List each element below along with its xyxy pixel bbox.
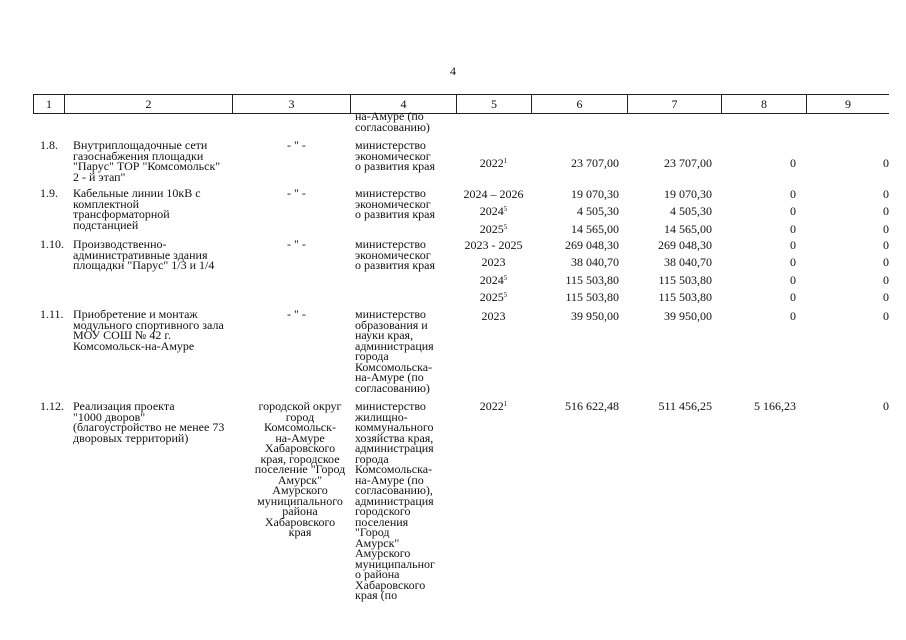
year [456,240,531,251]
value-col6: 38 040,70 [571,255,619,270]
year-value: 2023 [481,309,506,323]
row-number: 1.12. [40,399,64,413]
value-col9: 0 [883,255,889,270]
value-col6: 19 070,30 [571,187,619,201]
value-col7: 23 707,00 [664,156,712,170]
value-col6: 39 950,00 [571,309,619,323]
value-col7: 511 456,25 [658,399,712,413]
header-col-3: 3 [232,95,350,113]
item-name: Кабельные линии 10кВ с комплектной трансформаторной подстанцией [73,186,201,232]
executor: - " - [287,138,306,152]
year-value: 2023 - 2025 [464,238,523,252]
executor: - " - [287,237,306,251]
value-col9: 0 [883,309,889,323]
header-col-7: 7 [627,95,721,113]
value-col7: 14 565,00 [664,221,712,236]
year [456,158,531,169]
value-col6: 115 503,80 [565,272,619,287]
value-col6: 14 565,00 [571,221,619,236]
value-col7: 115 503,80 [658,289,712,304]
row-number: 1.9. [40,186,58,200]
header-col-6: 6 [531,95,627,113]
value-col8: 0 [790,272,796,287]
header-col-5: 5 [456,95,531,113]
value-col9: 0 [883,289,889,304]
value-col7: 4 505,30 [670,204,712,219]
value-col8: 0 [790,289,796,304]
value-col8: 0 [790,204,796,219]
footnote-mark: 1 [503,400,508,408]
item-name: Внутриплощадочные сети газоснабжения площадки "Парус" ТОР "Комсомольск" 2 - й этап" [73,138,221,184]
header-col-1: 1 [33,95,64,113]
footnote-mark: 1 [503,157,508,165]
responsible-body: министерство экономическог о развития края [355,186,436,221]
year [456,189,531,200]
value-col9: 0 [883,187,889,201]
value-col7: 19 070,30 [664,187,712,201]
value-col8: 5 166,23 [754,399,796,413]
executor: - " - [287,186,306,200]
year [456,206,531,217]
value-col9: 0 [883,156,889,170]
value-col8: 0 [790,238,796,252]
year-value: 2025 [479,289,504,304]
value-col6: 269 048,30 [565,238,619,252]
year-value: 2023 [481,255,506,270]
executor: - " - [287,307,306,321]
year-value: 2022 [479,399,504,413]
footnote-mark: 5 [503,290,508,299]
responsible-body: министерство экономическог о развития края [355,138,436,173]
item-name: Реализация проекта "1000 дворов" (благоустройство не менее 73 дворовых территорий) [73,399,225,445]
header-col-4: 4 [350,95,456,113]
value-col7: 269 048,30 [658,238,712,252]
year-value: 2024 [479,204,504,219]
value-col6: 23 707,00 [571,156,619,170]
page-number: 4 [450,64,456,78]
year-value: 2024 [479,272,504,287]
year [456,221,531,236]
row-number: 1.8. [40,138,58,152]
table-header [33,94,889,114]
year [456,311,531,322]
row-number: 1.11. [40,307,64,321]
value-col9: 0 [883,204,889,219]
year-value: 2024 – 2026 [463,187,524,201]
year [456,272,531,287]
year [456,257,531,268]
footnote-mark: 5 [503,205,508,214]
year [456,401,531,412]
value-col9: 0 [883,272,889,287]
year-value: 2025 [479,221,504,236]
value-col9: 0 [883,399,889,413]
value-col6: 516 622,48 [565,399,619,413]
item-name: Производственно- административные здания площадки "Парус" 1/3 и 1/4 [73,237,215,272]
value-col8: 0 [790,309,796,323]
value-col8: 0 [790,221,796,236]
value-col8: 0 [790,255,796,270]
header-col-8: 8 [721,95,806,113]
footnote-mark: 5 [503,222,508,231]
value-col7: 39 950,00 [664,309,712,323]
header-col-2: 2 [64,95,232,113]
value-col8: 0 [790,187,796,201]
value-col9: 0 [883,238,889,252]
value-col7: 115 503,80 [658,272,712,287]
carryover-responsible: на-Амуре (по согласованию) [355,109,430,134]
footnote-mark: 5 [503,273,508,282]
value-col9: 0 [883,221,889,236]
executor: городской округ город Комсомольск- на-Амуре Хабаровского края, городское поселение "Город Амурск" Амурского муниципального района Хабаровского края [254,399,346,539]
responsible-body: министерство экономическог о развития края [355,237,436,272]
table-body [0,109,906,640]
header-col-9: 9 [806,95,889,113]
responsible-body: министерство жилищно- коммунального хозяйства края, администрация города Комсомольска- на-Амуре (по согласованию), администрация городского поселения "Город Амурск" Амурского муниципальног о района Хабаровского края (по [355,399,435,602]
row-number: 1.10. [40,237,64,251]
item-name: Приобретение и монтаж модульного спортивного зала МОУ СОШ № 42 г. Комсомольск-на-Амуре [73,307,224,353]
year-value: 2022 [479,156,504,170]
responsible-body: министерство образования и науки края, администрация города Комсомольска- на-Амуре (по согласованию) [355,307,434,395]
value-col6: 4 505,30 [577,204,619,219]
value-col7: 38 040,70 [664,255,712,270]
value-col8: 0 [790,156,796,170]
year [456,289,531,304]
value-col6: 115 503,80 [565,289,619,304]
